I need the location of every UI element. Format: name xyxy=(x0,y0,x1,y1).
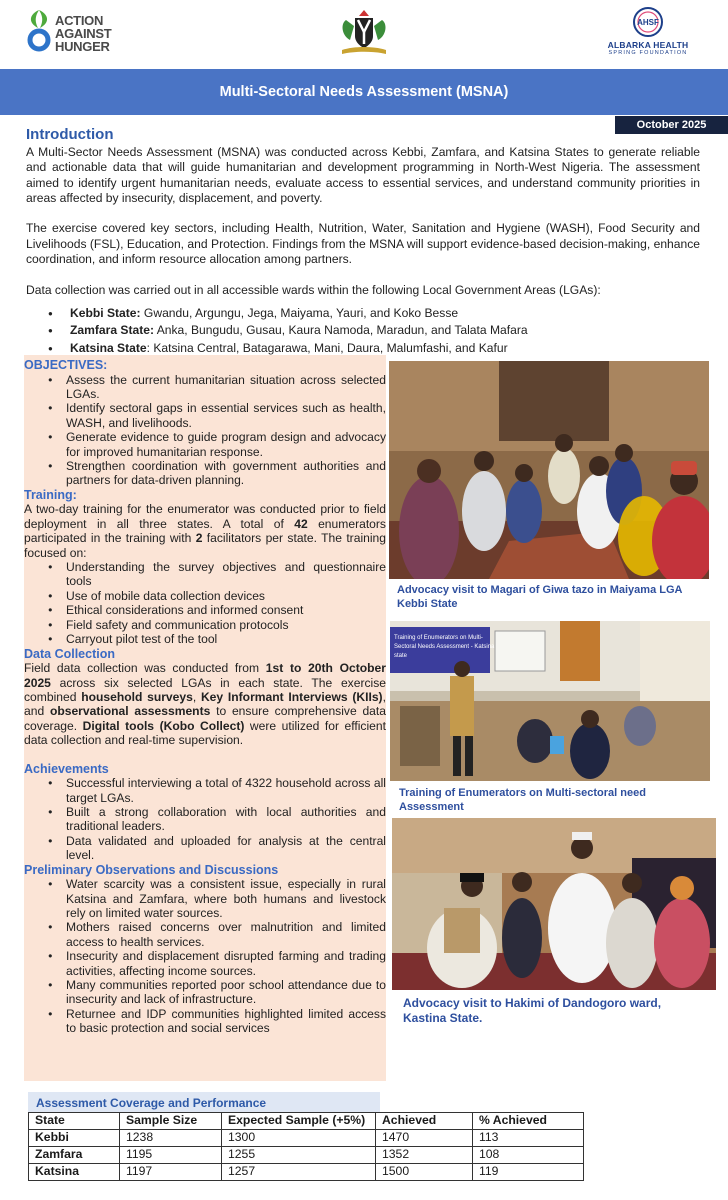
list-item: ● Water scarcity was a consistent issue, especially in rural Katsina and Zamfara, where both humans and livestock rely on limited water sources. xyxy=(24,877,386,920)
list-item: ● Identify sectoral gaps in essential services such as health, WASH, and livelihoods. xyxy=(24,401,386,430)
org2-name: ALBARKA HEALTH xyxy=(607,40,689,50)
list-item: ● Generate evidence to guide program design and advocacy for improved humanitarian response. xyxy=(24,430,386,459)
training-text: enumerators participated in the training with xyxy=(24,516,386,546)
achievements-heading: Achievements xyxy=(24,761,109,776)
list-item: ● Successful interviewing a total of 4322 household across all target LGAs. xyxy=(24,776,386,805)
albarka-emblem-icon xyxy=(628,6,668,40)
list-item: ● Carryout pilot test of the tool xyxy=(24,632,386,646)
table-cell: 1300 xyxy=(222,1130,376,1147)
table-cell: Zamfara xyxy=(29,1147,120,1164)
intro-heading: Introduction xyxy=(26,126,114,143)
leaf-drop-icon xyxy=(26,8,52,52)
photo3-caption: Advocacy visit to Hakimi of Dandogoro ward, Kastina State. xyxy=(403,996,662,1025)
training-text: A two-day training for the enumerator was conducted prior to field deployment in all three states. A total of xyxy=(24,502,386,531)
table-cell: 113 xyxy=(473,1130,584,1147)
lga-list-text: Anka, Bungudu, Gusau, Kaura Namoda, Maradun, and Talata Mafara xyxy=(154,323,528,338)
intro-paragraph-1: A Multi-Sector Needs Assessment (MSNA) was conducted across Kebbi, Zamfara, and Katsina States to generate reliable and actionable data that will guide humanitarian and development programming in North-West Nigeria. The assessment aimed to identify urgent humanitarian needs, evaluate access to essential services, and understand community priorities in areas affected by insecurity, displacement, and poverty. xyxy=(26,145,700,205)
training-list xyxy=(24,560,386,646)
coverage-table xyxy=(28,1112,584,1181)
lga-state-label: Katsina State xyxy=(70,340,147,355)
list-item xyxy=(48,341,700,356)
dc-text: to ensure comprehensive data coverage. xyxy=(24,704,386,733)
albarka-health-logo xyxy=(598,6,698,58)
page-title: Multi-Sectoral Needs Assessment (MSNA) xyxy=(219,84,509,100)
title-banner xyxy=(0,69,728,115)
dc-text: , xyxy=(192,689,201,704)
column-header: Expected Sample (+5%) xyxy=(222,1113,376,1130)
list-item xyxy=(48,323,700,338)
photo-advocacy-dandogoro xyxy=(392,818,716,990)
table-cell: 1255 xyxy=(222,1147,376,1164)
photo-advocacy-maiyama xyxy=(389,361,709,579)
data-collection-paragraph xyxy=(24,661,386,747)
table-cell: 119 xyxy=(473,1164,584,1181)
list-item: ● Built a strong collaboration with local authorities and traditional leaders. xyxy=(24,805,386,834)
org-name-line3: HUNGER xyxy=(55,39,110,54)
org-name-line1: ACTION xyxy=(55,13,104,28)
dc-dates: 1st to 20th October 2025 xyxy=(24,661,386,690)
lga-list-text: : Katsina Central, Batagarawa, Mani, Daura, Malumfashi, and Kafur xyxy=(146,340,508,355)
column-header: Sample Size xyxy=(120,1113,222,1130)
table-cell: 1197 xyxy=(120,1164,222,1181)
lga-list xyxy=(48,306,700,356)
data-collection-heading: Data Collection xyxy=(24,646,115,661)
list-item xyxy=(48,306,700,321)
dc-method: Digital tools (Kobo Collect) xyxy=(82,718,245,733)
enumerator-count: 42 xyxy=(294,516,308,531)
column-header: Achieved xyxy=(376,1113,473,1130)
column-header: State xyxy=(29,1113,120,1130)
list-item: ● Returnee and IDP communities highlighted limited access to basic protection and social services xyxy=(24,1007,386,1036)
table-header-row xyxy=(29,1113,584,1130)
nigeria-coat-of-arms-icon xyxy=(336,6,392,58)
facilitator-count: 2 xyxy=(195,531,203,546)
org2-subtitle: SPRING FOUNDATION xyxy=(608,50,688,56)
training-screen-text: Sectoral Needs Assessment - Katsina xyxy=(394,644,495,650)
action-against-hunger-logo xyxy=(26,8,136,56)
achievements-list xyxy=(24,776,386,862)
intro-paragraph-2: The exercise covered key sectors, including Health, Nutrition, Water, Sanitation and Hygiene (WASH), Food Security and Livelihoods (FSL), Education, and Protection. Findings from the MSNA will support evidence-based decision-making, enhance coordination, and inform resource allocation among partners. xyxy=(26,221,700,267)
list-item: ● Strengthen coordination with government authorities and partners for data-driven planning. xyxy=(24,459,386,488)
table-cell: 1352 xyxy=(376,1147,473,1164)
dc-text: were utilized for efficient data collection and real-time supervision. xyxy=(24,718,386,748)
intro-section xyxy=(26,145,700,358)
list-item: ● Ethical considerations and informed consent xyxy=(24,603,386,617)
dc-text: , and xyxy=(24,689,386,719)
table-cell: Kebbi xyxy=(29,1130,120,1147)
list-item: ● Data validated and uploaded for analysis at the central level. xyxy=(24,834,386,863)
details-panel xyxy=(24,355,386,1081)
table-row xyxy=(29,1147,584,1164)
dc-method: household surveys xyxy=(81,689,193,704)
list-item: ● Use of mobile data collection devices xyxy=(24,589,386,603)
objectives-list xyxy=(24,373,386,488)
lga-state-label: Zamfara State: xyxy=(70,323,155,338)
training-paragraph xyxy=(24,502,386,560)
albarka-monogram: AHSF xyxy=(637,18,659,27)
dc-method: observational assessments xyxy=(49,704,211,719)
list-item: ● Field safety and communication protocols xyxy=(24,618,386,632)
observations-list xyxy=(24,877,386,1035)
list-item: ● Many communities reported poor school attendance due to insecurity and lack of infrastructure. xyxy=(24,978,386,1007)
dc-text: across six selected LGAs in each state. The exercise combined xyxy=(24,675,386,704)
dc-text: Field data collection was conducted from xyxy=(24,661,266,676)
table-cell: 108 xyxy=(473,1147,584,1164)
objectives-heading: OBJECTIVES: xyxy=(24,358,108,372)
training-heading: Training: xyxy=(24,487,77,502)
table-row xyxy=(29,1130,584,1147)
table-cell: 1238 xyxy=(120,1130,222,1147)
observations-heading: Preliminary Observations and Discussions xyxy=(24,862,279,877)
list-item: ● Mothers raised concerns over malnutrition and limited access to health services. xyxy=(24,920,386,949)
date-badge: October 2025 xyxy=(615,116,728,134)
lga-list-text: Gwandu, Argungu, Jega, Maiyama, Yauri, and Koko Besse xyxy=(140,305,459,320)
list-item: ● Understanding the survey objectives and questionnaire tools xyxy=(24,560,386,589)
table-title: Assessment Coverage and Performance xyxy=(28,1092,380,1112)
table-cell: Katsina xyxy=(29,1164,120,1181)
table-cell: 1500 xyxy=(376,1164,473,1181)
photo1-caption: Advocacy visit to Magari of Giwa tazo in Maiyama LGA Kebbi State xyxy=(397,584,683,610)
training-screen-text: state xyxy=(394,653,408,659)
page-header xyxy=(0,0,728,68)
photo2-caption: Training of Enumerators on Multi-sectoral need Assessment xyxy=(399,787,646,813)
lga-state-label: Kebbi State: xyxy=(70,305,141,320)
dc-method: Key Informant Interviews (KIIs) xyxy=(200,689,383,704)
training-text: facilitators per state. The training focused on: xyxy=(24,531,386,560)
list-item: ● Assess the current humanitarian situation across selected LGAs. xyxy=(24,373,386,402)
org-name-line2: AGAINST xyxy=(55,26,112,41)
table-cell: 1470 xyxy=(376,1130,473,1147)
training-screen-text: Training of Enumerators on Multi- xyxy=(394,635,483,641)
table-row xyxy=(29,1164,584,1181)
list-item: ● Insecurity and displacement disrupted farming and trading activities, affecting income sources. xyxy=(24,949,386,978)
column-header: % Achieved xyxy=(473,1113,584,1130)
table-cell: 1257 xyxy=(222,1164,376,1181)
intro-paragraph-3: Data collection was carried out in all accessible wards within the following Local Government Areas (LGAs): xyxy=(26,282,601,297)
photo-enumerator-training xyxy=(390,621,710,781)
table-cell: 1195 xyxy=(120,1147,222,1164)
